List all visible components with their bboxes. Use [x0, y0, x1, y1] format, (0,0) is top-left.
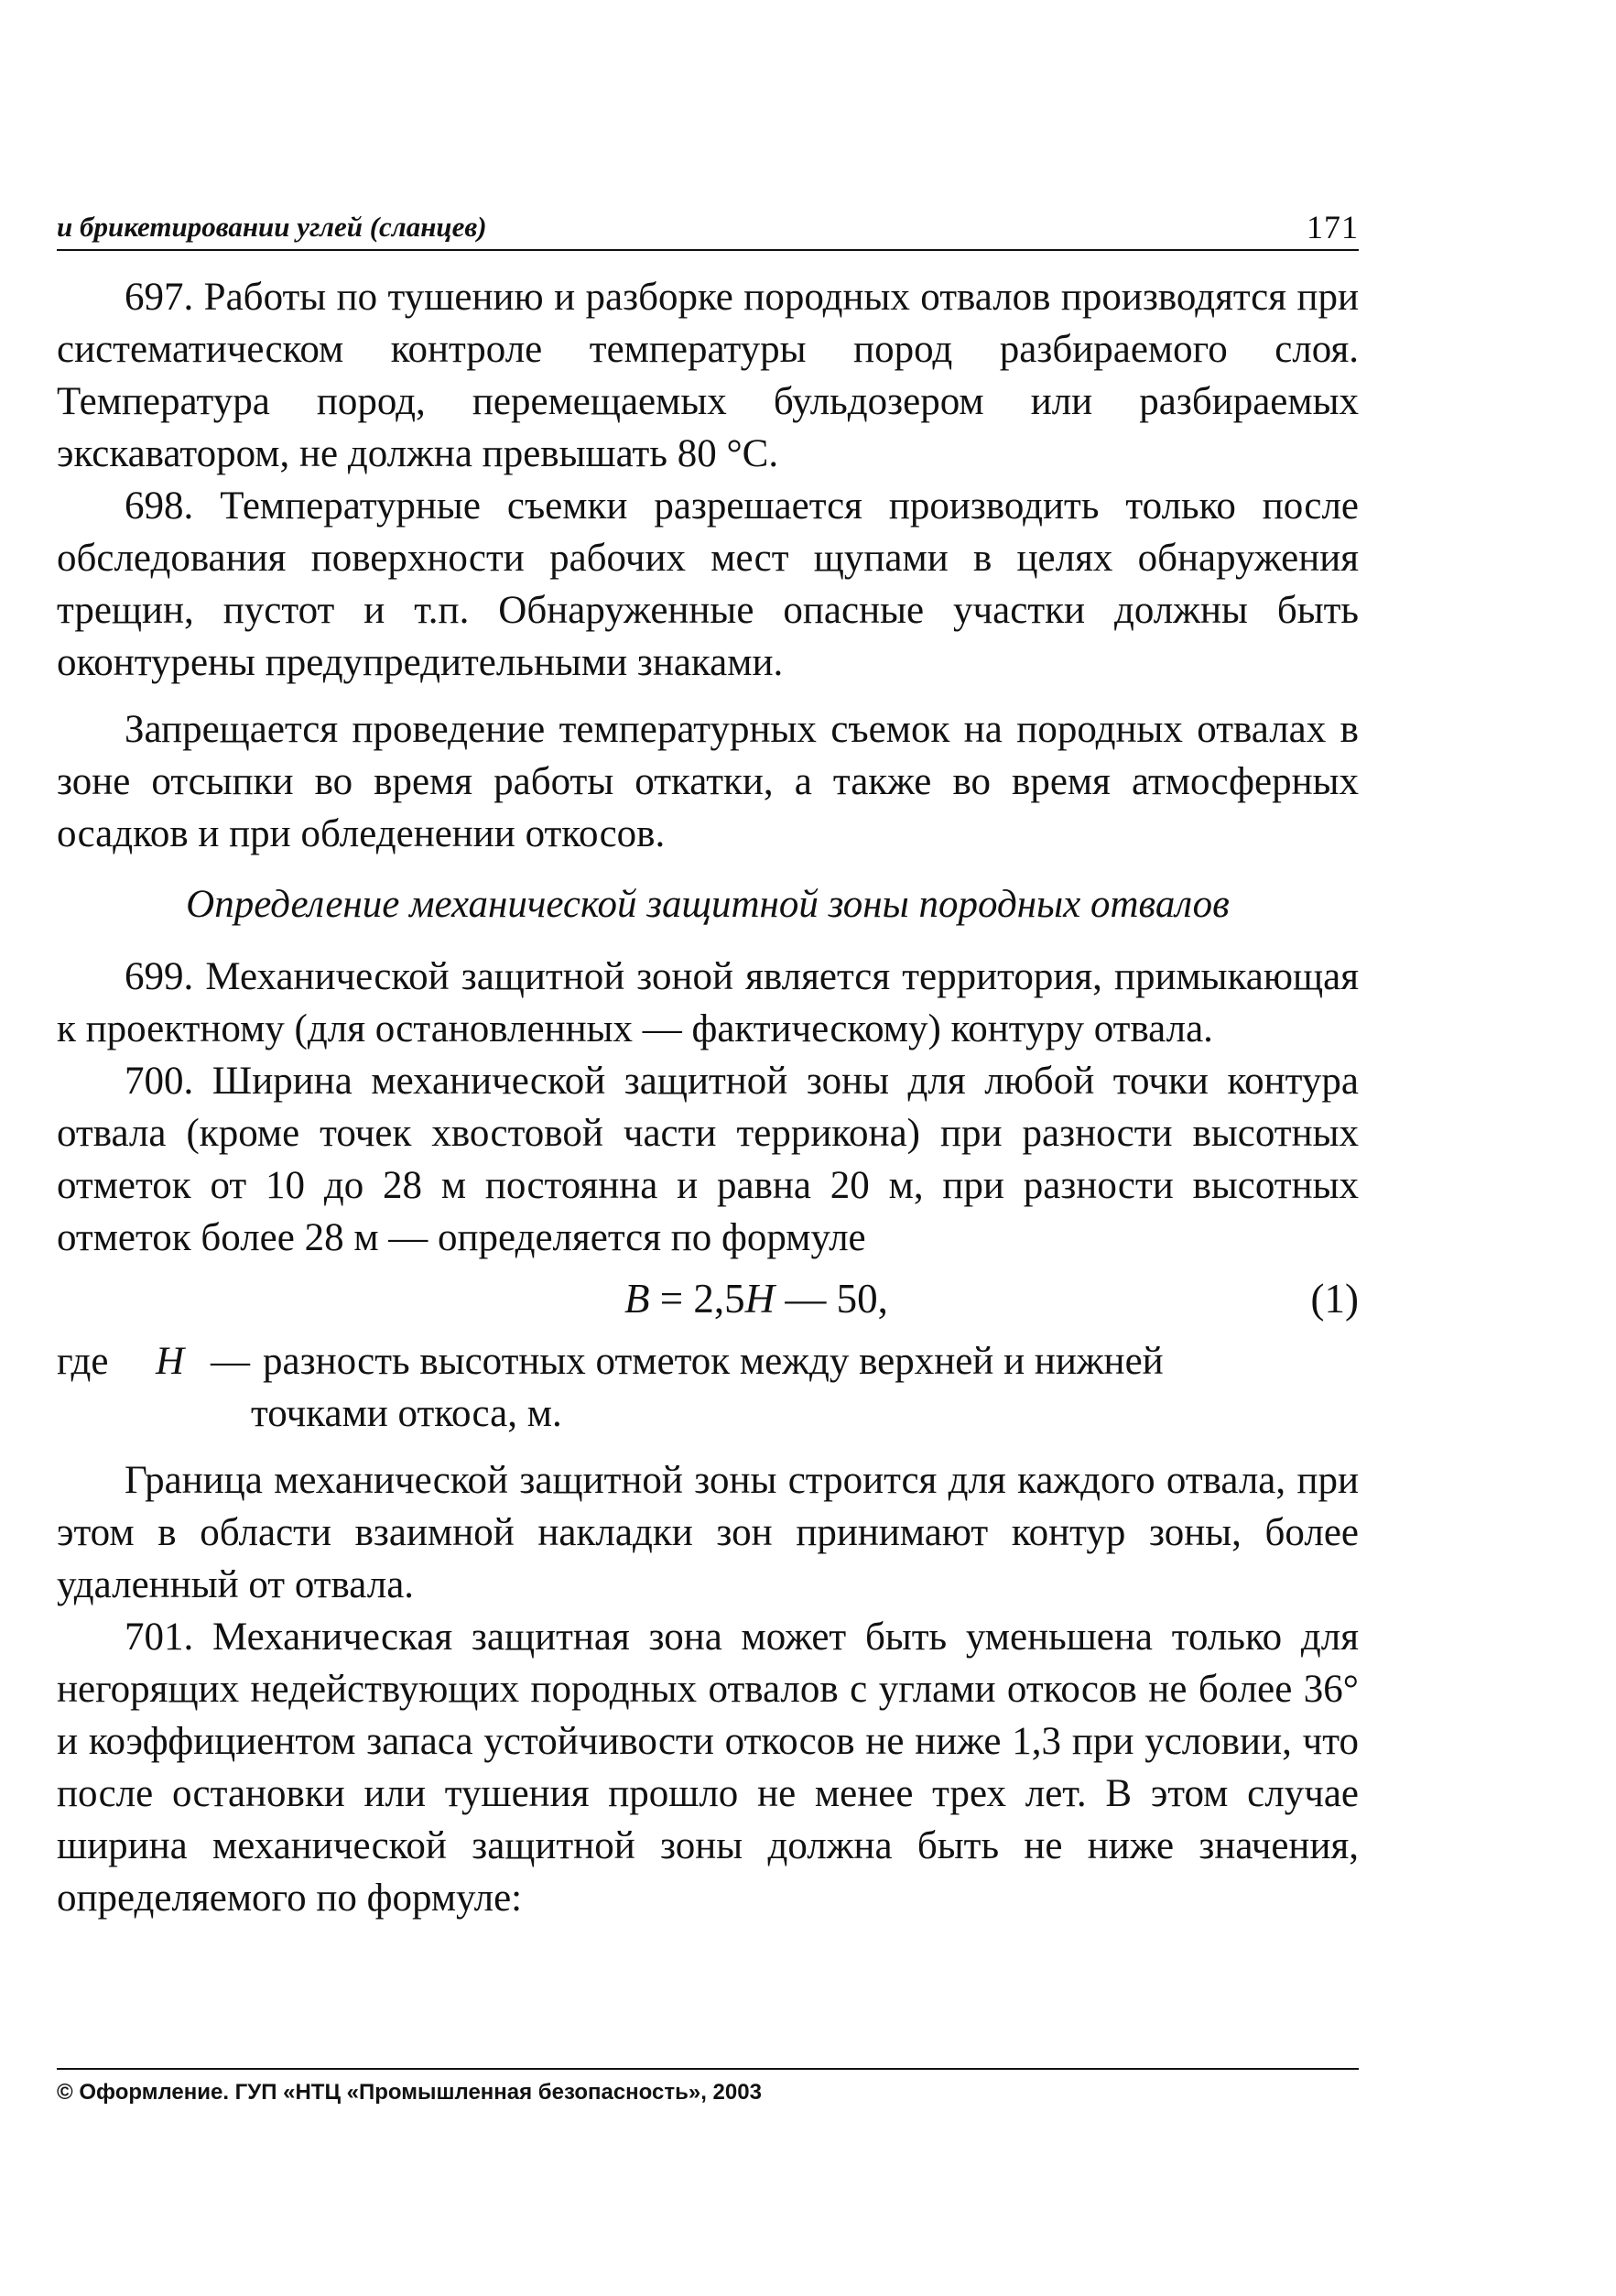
where-definition-text	[211, 1335, 1359, 1440]
document-page	[57, 211, 1359, 1924]
where-label: где	[57, 1340, 109, 1383]
paragraph-697: 697. Работы по тушению и разборке породных отвалов производятся при систематическом контроле температуры пород разбираемого слоя. Температура пород, перемещаемых бульдозером или разбираемых экскаватором, не должна превышать 80 °С.	[57, 276, 1359, 475]
where-definition-line2: точками откоса, м.	[251, 1392, 562, 1435]
page-number: 171	[1307, 209, 1359, 245]
formula-1	[57, 1269, 1359, 1332]
paragraph-698-prohibition: Запрещается проведение температурных съемок на породных отвалах в зоне отсыпки во время работы откатки, а также во время атмосферных осадков и при обледенении откосов.	[57, 708, 1359, 855]
formula-number: (1)	[1310, 1276, 1359, 1322]
paragraph-701: 701. Механическая защитная зона может быть уменьшена только для негорящих недействующих породных отвалов с углами откосов не более 36° и коэффициентом запаса устойчивости откосов не ниже 1,3 при условии, что после остановки или тушения прошло не менее трех лет. В этом случае ширина механической защитной зоны должна быть не ниже значения, определяемого по формуле:	[57, 1616, 1359, 1920]
formula-expression	[624, 1271, 888, 1326]
formula-rest: — 50,	[775, 1276, 888, 1322]
running-header	[57, 211, 1359, 251]
body-text	[57, 271, 1359, 1924]
where-symbol: H	[156, 1340, 185, 1383]
formula-var: H	[744, 1276, 775, 1322]
paragraph-700: 700. Ширина механической защитной зоны для любой точки контура отвала (кроме точек хвостовой части терриконa) при разности высотных отметок от 10 до 28 м постоянна и равна 20 м, при разности высотных отметок более 28 м — определяется по формуле	[57, 1060, 1359, 1259]
where-definition-line1: разность высотных отметок между верхней и нижней	[263, 1340, 1164, 1383]
paragraph-698: 698. Температурные съемки разрешается производить только после обследования поверхности рабочих мест щупами в целях обнаружения трещин, пустот и т.п. Обнаруженные опасные участки должны быть оконтурены предупредительными знаками.	[57, 484, 1359, 684]
paragraph-700-boundary: Граница механической защитной зоны строится для каждого отвала, при этом в области взаимной накладки зон принимают контур зоны, более удаленный от отвала.	[57, 1459, 1359, 1606]
formula-lhs: B	[624, 1276, 650, 1322]
copyright-footer: © Оформление. ГУП «НТЦ «Промышленная безопасность», 2003	[57, 2068, 1359, 2106]
paragraph-699: 699. Механической защитной зоной является территория, примыкающая к проектному (для остановленных — фактическому) контуру отвала.	[57, 955, 1359, 1050]
where-definition	[57, 1335, 1359, 1440]
where-dash: —	[211, 1340, 250, 1383]
running-title: и брикетировании углей (сланцев)	[57, 211, 487, 243]
formula-equals: = 2,5	[649, 1276, 745, 1322]
section-subheading: Определение механической защитной зоны породных отвалов	[186, 883, 1230, 926]
